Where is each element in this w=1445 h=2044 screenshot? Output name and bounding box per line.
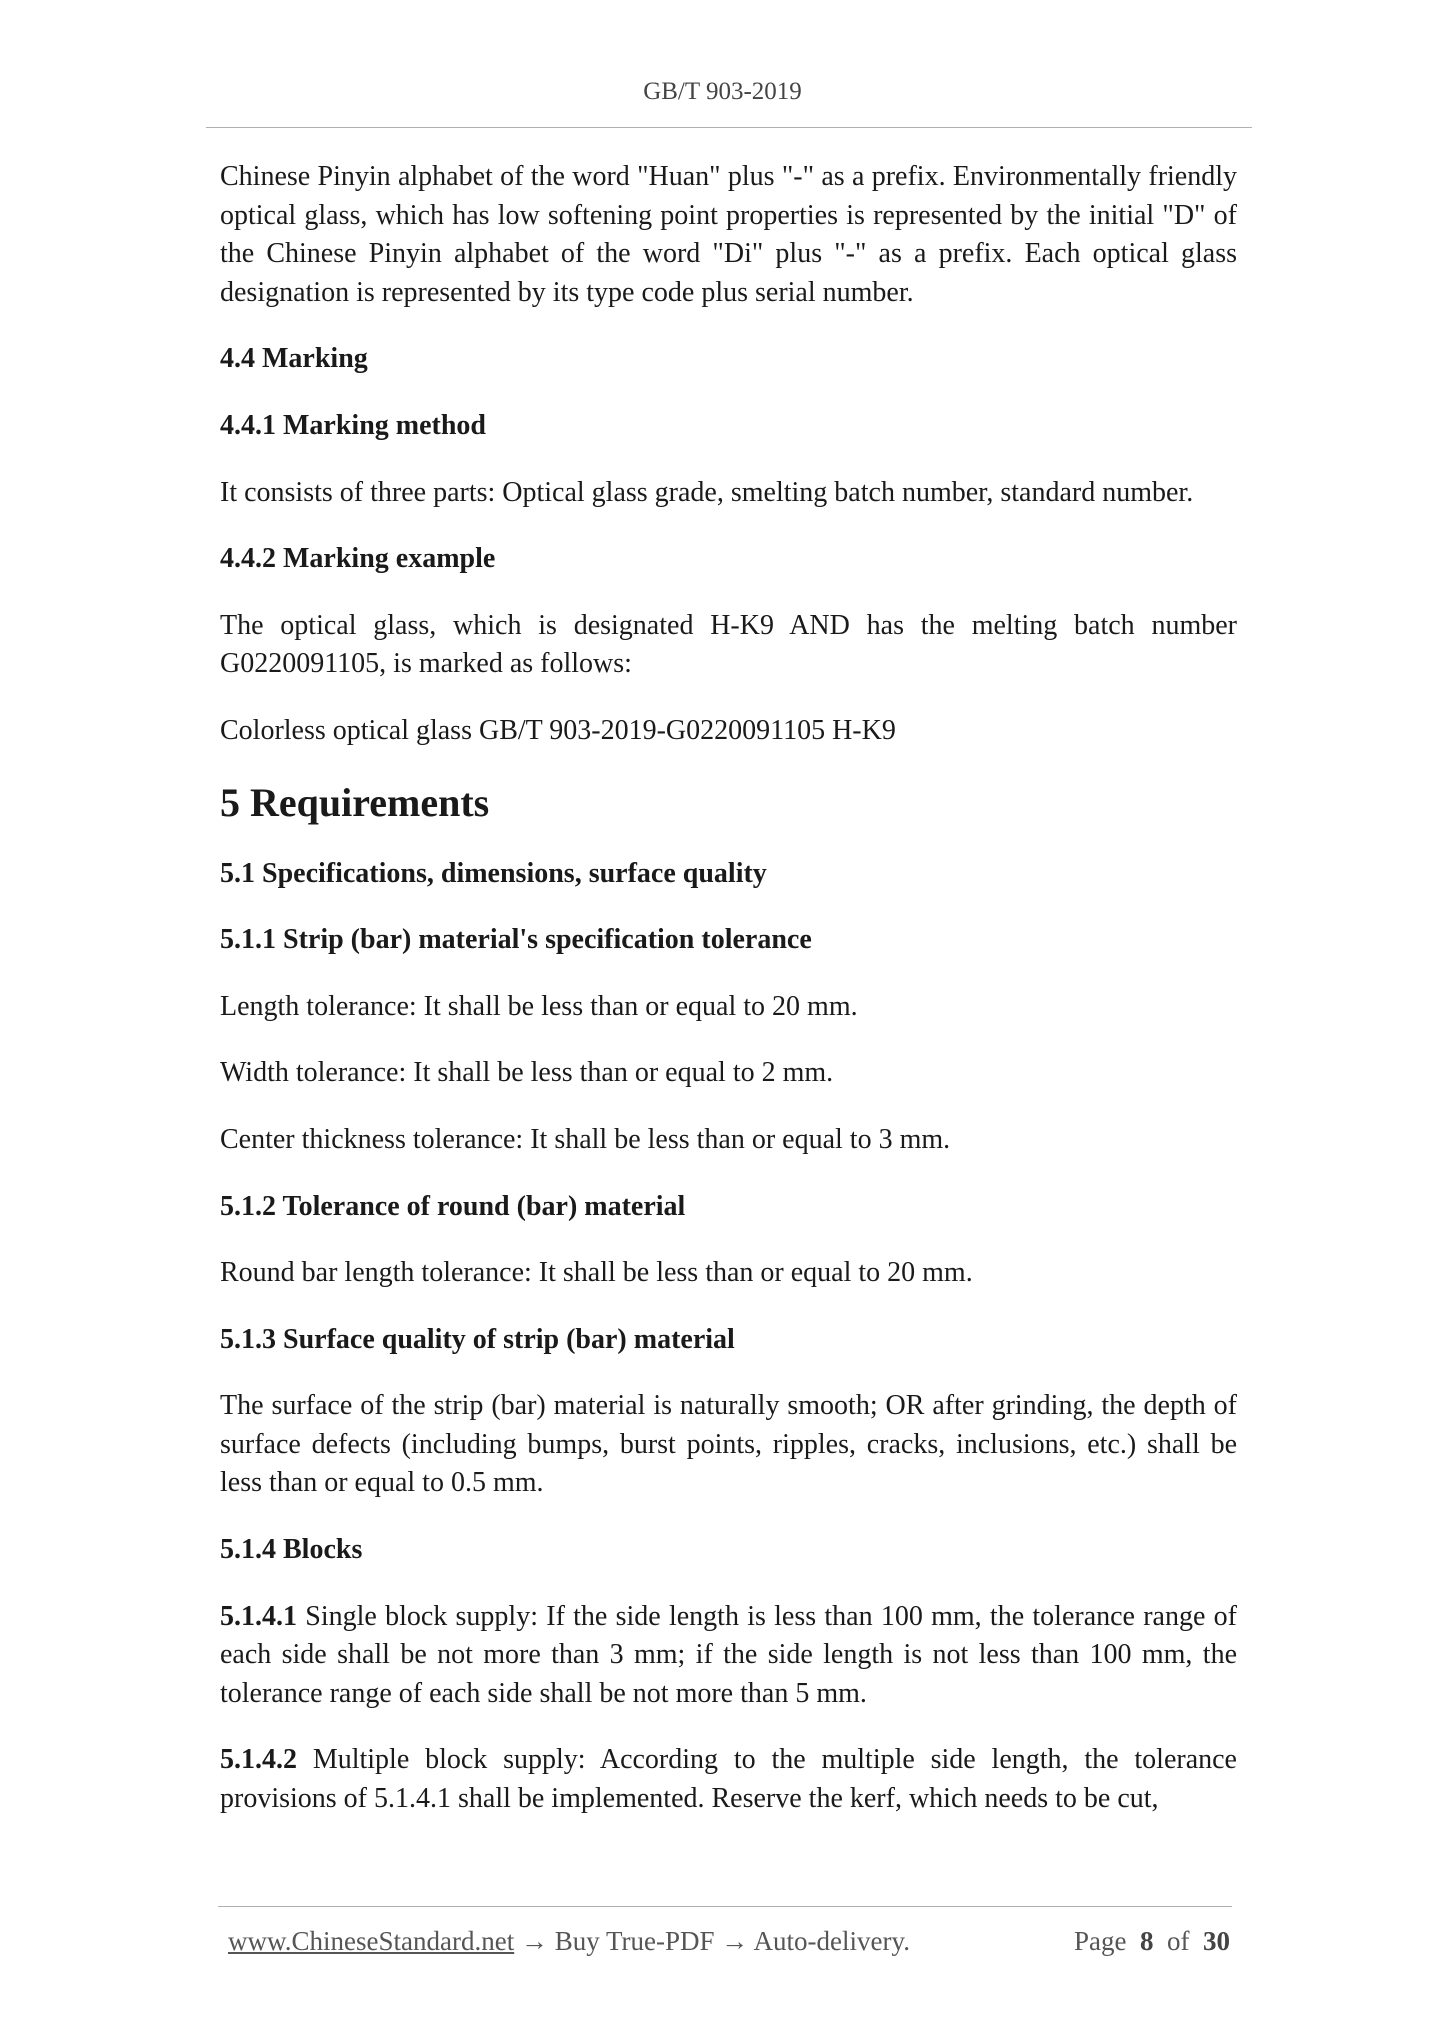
paragraph-marking-sample: Colorless optical glass GB/T 903-2019-G0220091105 H-K9 [220, 714, 896, 746]
heading-4-4-2: 4.4.2 Marking example [220, 543, 496, 575]
paragraph-center-thickness: Center thickness tolerance: It shall be less than or equal to 3 mm. [220, 1123, 951, 1155]
heading-5-1-4: 5.1.4 Blocks [220, 1534, 363, 1566]
arrow-right-icon: → [721, 1926, 749, 1956]
of-word: of [1167, 1926, 1190, 1956]
footer-buy-text: Buy True-PDF [554, 1926, 715, 1956]
heading-4-4-1: 4.4.1 Marking method [220, 409, 486, 441]
clause-5-1-4-2-label: 5.1.4.2 [220, 1744, 297, 1776]
page-header: GB/T 903-2019 [643, 78, 802, 105]
heading-5-1-3: 5.1.3 Surface quality of strip (bar) material [220, 1323, 735, 1355]
header-divider [206, 127, 1252, 128]
clause-5-1-4-2-text: Multiple block supply: According to the multiple side length, the tolerance provisions of 5.1.4.1 shall be implemented. Reserve the kerf, which needs to be cut, [220, 1744, 1237, 1815]
page-number [1074, 1926, 1230, 1957]
heading-4-4: 4.4 Marking [220, 343, 368, 375]
clause-5-1-4-2 [220, 1741, 1237, 1818]
clause-5-1-4-1-text: Single block supply: If the side length is less than 100 mm, the tolerance range of each side shall be not more than 3 mm; if the side length is not less than 100 mm, the tolerance range of each side shall be not more than 5 mm. [220, 1600, 1237, 1709]
heading-5-requirements: 5 Requirements [220, 779, 490, 825]
footer-promo [228, 1926, 910, 1957]
clause-5-1-4-1-label: 5.1.4.1 [220, 1600, 297, 1632]
intro-paragraph: Chinese Pinyin alphabet of the word "Huan" plus "-" as a prefix. Environmentally friendly optical glass, which has low softening point properties is represented by the initial "D" of the Chinese Pinyin alphabet of the word "Di" plus "-" as a prefix. Each optical glass designation is represented by its type code plus serial number. [220, 161, 1237, 308]
footer-divider [218, 1906, 1232, 1907]
heading-5-1-1: 5.1.1 Strip (bar) material's specification tolerance [220, 924, 812, 956]
paragraph-marking-method: It consists of three parts: Optical glass grade, smelting batch number, standard number. [220, 476, 1194, 508]
page-word: Page [1074, 1926, 1127, 1956]
website-link[interactable]: www.ChineseStandard.net [228, 1926, 515, 1956]
current-page: 8 [1140, 1926, 1154, 1956]
arrow-right-icon: → [520, 1926, 548, 1956]
paragraph-marking-example: The optical glass, which is designated H-K9 AND has the melting batch number G0220091105, is marked as follows: [220, 609, 1237, 680]
heading-5-1-2: 5.1.2 Tolerance of round (bar) material [220, 1190, 686, 1222]
document-body [220, 158, 1237, 1847]
paragraph-length-tolerance: Length tolerance: It shall be less than or equal to 20 mm. [220, 990, 858, 1022]
paragraph-round-bar: Round bar length tolerance: It shall be less than or equal to 20 mm. [220, 1257, 973, 1289]
paragraph-surface-quality: The surface of the strip (bar) material is naturally smooth; OR after grinding, the depth of surface defects (including bumps, burst points, ripples, cracks, inclusions, etc.) shall be less than or equal to 0.5 mm. [220, 1390, 1237, 1499]
paragraph-width-tolerance: Width tolerance: It shall be less than or equal to 2 mm. [220, 1057, 834, 1089]
total-pages: 30 [1203, 1926, 1230, 1956]
footer-auto-text: Auto-delivery. [753, 1926, 910, 1956]
clause-5-1-4-1 [220, 1598, 1237, 1714]
heading-5-1: 5.1 Specifications, dimensions, surface quality [220, 857, 767, 889]
